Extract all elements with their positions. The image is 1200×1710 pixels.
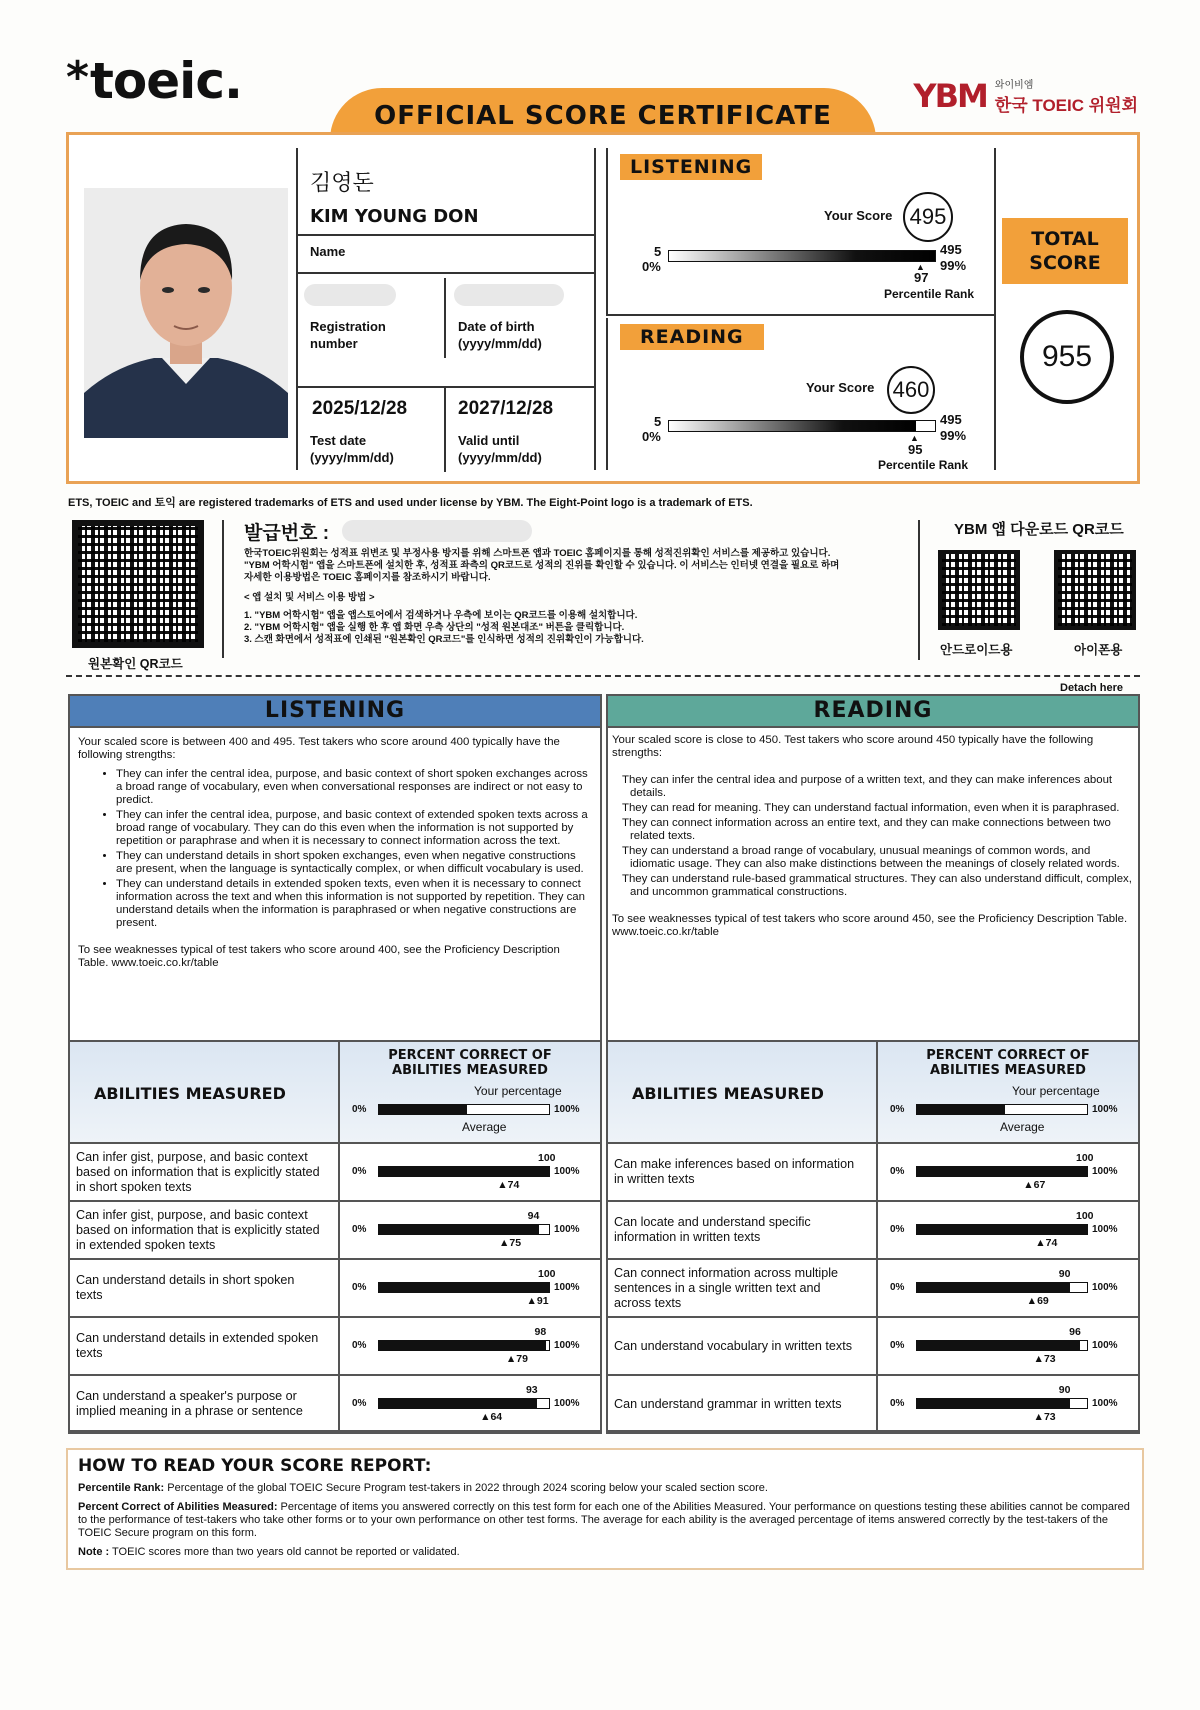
test-date-label: Test date (yyyy/mm/dd) [310, 433, 394, 465]
ability-row [68, 1258, 602, 1316]
name-english: KIM YOUNG DON [310, 206, 479, 227]
divider [222, 520, 224, 658]
ability-text: Can locate and understand specific information in written texts [614, 1215, 811, 1244]
p1-label: Percentile Rank: [78, 1482, 165, 1494]
listening-tag: LISTENING [620, 154, 762, 180]
average-value: ▲79 [505, 1353, 528, 1365]
average-label: Average [1000, 1120, 1045, 1134]
ability-text: Can infer gist, purpose, and basic context based on information that is explicitly stated in short spoken texts [76, 1149, 320, 1194]
divider [444, 386, 446, 472]
reading-strengths-list [612, 774, 1134, 899]
hundred-label: 100% [554, 1340, 580, 1351]
ability-text: Can infer gist, purpose, and basic context based on information that is explicitly stated in extended spoken texts [76, 1207, 320, 1252]
iphone-qr-code [1054, 550, 1136, 630]
divider [444, 278, 446, 358]
ability-row [68, 1200, 602, 1258]
hundred-label: 100% [1092, 1340, 1118, 1351]
divider [296, 148, 298, 470]
average-value: ▲73 [1033, 1353, 1056, 1365]
original-qr-code [72, 520, 204, 648]
percent-bar [916, 1398, 1088, 1409]
percent-bar [916, 1340, 1088, 1351]
valid-until-label: Valid until (yyyy/mm/dd) [458, 433, 542, 465]
valid-until: 2027/12/28 [458, 398, 554, 419]
listening-min: 5 [654, 244, 662, 259]
your-percentage-label: Your percentage [1012, 1084, 1100, 1098]
ability-text: Can connect information across multiple sentences in a single written text and across texts [614, 1265, 838, 1310]
strength-item: They can understand rule-based grammatical structures. They can also understand difficult, complex, and uncommon grammatical constructions. [622, 873, 1132, 898]
total-label-1: TOTAL [1031, 228, 1099, 250]
qr-step-1: 1. "YBM 어학시험" 앱을 앱스토어에서 검색하거나 우측에 보이는 QR코드를 이용해 설치합니다. [244, 610, 638, 621]
certificate-title: OFFICIAL SCORE CERTIFICATE [330, 88, 876, 140]
column-divider [876, 1260, 878, 1316]
percent-bar [378, 1340, 550, 1351]
abilities-header [68, 1040, 602, 1142]
column-divider [338, 1144, 340, 1200]
android-qr-label: 안드로이드용 [940, 643, 1013, 657]
reading-max-pct: 99% [940, 428, 967, 443]
p1-text: Percentage of the global TOEIC Secure Program test-takers in 2022 through 2024 scoring below your scaled section score. [167, 1482, 768, 1494]
qr-notice [244, 548, 914, 646]
percent-bar [916, 1224, 1088, 1235]
listening-abilities-table [68, 1040, 602, 1432]
legend-bar [378, 1104, 550, 1115]
ability-text: Can understand details in short spoken texts [76, 1273, 295, 1302]
percent-fill [379, 1225, 539, 1234]
listening-intro: Your scaled score is between 400 and 495. Test takers who score around 400 typically have the following strengths: [78, 736, 560, 761]
your-percentage-value: 100 [538, 1268, 556, 1280]
zero-label: 0% [890, 1224, 905, 1235]
column-divider [876, 1202, 878, 1258]
reading-min: 5 [654, 414, 662, 429]
percent-fill [917, 1283, 1070, 1292]
listening-max-pct: 99% [940, 258, 967, 273]
ability-row [606, 1142, 1140, 1200]
reading-panel-title: READING [608, 696, 1138, 726]
listening-panel-title: LISTENING [70, 696, 600, 726]
listening-percentile-label: Percentile Rank [884, 287, 975, 301]
your-percentage-value: 98 [534, 1326, 547, 1338]
percent-fill [379, 1167, 549, 1176]
ybm-sub: 와이비엠 [994, 80, 1034, 91]
listening-percentile: 97 [914, 270, 929, 285]
average-value: ▲69 [1026, 1295, 1049, 1307]
zero-label: 0% [352, 1398, 367, 1409]
zero-label: 0% [352, 1340, 367, 1351]
column-divider [876, 1376, 878, 1432]
strength-item: • They can understand details in extended spoken texts, even when it is necessary to connect information across the text and when this information is not supported by repetition. They can understand details when the information is paraphrased or when negative constructions are present. [116, 878, 592, 930]
divider [918, 520, 920, 660]
hundred-label: 100% [1092, 1224, 1118, 1235]
ability-text: Can understand details in extended spoken texts [76, 1331, 319, 1360]
ability-row [68, 1374, 602, 1432]
zero-label: 0% [352, 1282, 367, 1293]
divider [296, 234, 594, 236]
divider [296, 272, 594, 274]
strength-item: They can connect information across an entire text, and they can make connections between two related texts. [622, 817, 1111, 842]
zero-label: 0% [352, 1166, 367, 1177]
zero-label: 0% [890, 1340, 905, 1351]
ability-row [68, 1142, 602, 1200]
percent-bar [916, 1166, 1088, 1177]
redacted-registration [304, 284, 396, 306]
reading-percentile: 95 [908, 442, 923, 457]
average-value: ▲67 [1023, 1179, 1046, 1191]
percent-bar [378, 1166, 550, 1177]
ybm-mark: YBM [913, 77, 987, 115]
how-to-read-title: HOW TO READ YOUR SCORE REPORT: [78, 1456, 432, 1476]
average-value: ▲73 [1033, 1411, 1056, 1423]
reading-tag: READING [620, 324, 764, 350]
percent-correct-label: PERCENT CORRECT OF ABILITIES MEASURED [388, 1048, 552, 1078]
your-percentage-label: Your percentage [474, 1084, 562, 1098]
percent-fill [379, 1283, 549, 1292]
percent-fill [917, 1341, 1080, 1350]
legend-zero: 0% [890, 1104, 905, 1115]
ability-text: Can make inferences based on information in written texts [614, 1157, 855, 1186]
zero-label: 0% [890, 1282, 905, 1293]
column-divider [338, 1318, 340, 1374]
qr-notice-3: 자세한 이용방법은 TOEIC 홈페이지를 참조하시기 바랍니다. [244, 572, 491, 583]
original-qr-label: 원본확인 QR코드 [88, 657, 183, 671]
strength-item: • They can infer the central idea, purpose, and basic context of short spoken exchanges across a broad range of vocabulary, even when conversational responses are indirect or not easy to predict. [116, 768, 592, 807]
zero-label: 0% [890, 1166, 905, 1177]
percentile-arrow-icon: ▲ [910, 433, 919, 443]
column-divider [876, 1144, 878, 1200]
listening-outro: To see weaknesses typical of test takers who score around 400, see the Proficiency Description Table. www.toeic.co.kr/table [78, 944, 560, 969]
zero-label: 0% [890, 1398, 905, 1409]
average-value: ▲74 [1035, 1237, 1058, 1249]
legend-hundred: 100% [1092, 1104, 1118, 1115]
name-label: Name [310, 244, 346, 259]
listening-score-circle: 495 [903, 192, 953, 242]
abilities-header [606, 1040, 1140, 1142]
ybm-title: 한국 TOEIC 위원회 [994, 96, 1138, 115]
legend-zero: 0% [352, 1104, 367, 1115]
hundred-label: 100% [554, 1282, 580, 1293]
average-value: ▲64 [480, 1411, 503, 1423]
p3-label: Note : [78, 1546, 110, 1558]
redacted-dob [454, 284, 564, 306]
ability-row [606, 1258, 1140, 1316]
ability-row [606, 1200, 1140, 1258]
column-divider [338, 1260, 340, 1316]
percent-fill [917, 1399, 1070, 1408]
abilities-measured-label: ABILITIES MEASURED [632, 1084, 824, 1103]
average-label: Average [462, 1120, 507, 1134]
hundred-label: 100% [1092, 1166, 1118, 1177]
column-divider [338, 1376, 340, 1432]
android-qr-code [938, 550, 1020, 630]
detach-line [66, 675, 1140, 677]
how-to-read-p3 [78, 1546, 1132, 1559]
hundred-label: 100% [554, 1224, 580, 1235]
average-value: ▲91 [526, 1295, 549, 1307]
ability-text: Can understand grammar in written texts [614, 1396, 842, 1411]
name-korean: 김영돈 [310, 170, 374, 195]
legend-hundred: 100% [554, 1104, 580, 1115]
reading-min-pct: 0% [642, 429, 661, 444]
registration-label: Registration number [310, 319, 386, 351]
detach-label: Detach here [1060, 682, 1123, 694]
percent-bar [378, 1282, 550, 1293]
iphone-qr-label: 아이폰용 [1074, 643, 1123, 657]
toeic-logo: *toeic. [66, 52, 242, 110]
portrait-image [84, 188, 288, 438]
qr-howto-title: < 앱 설치 및 서비스 이용 방법 > [244, 592, 375, 603]
listening-min-pct: 0% [642, 259, 661, 274]
strength-item: They can understand a broad range of vocabulary, unusual meanings of common words, and idiomatic usage. They can also make distinctions between the meanings of closely related words. [622, 845, 1120, 870]
strength-item: They can read for meaning. They can understand factual information, even when it is paraphrased. [622, 802, 1120, 814]
test-date: 2025/12/28 [312, 398, 408, 419]
average-value: ▲75 [499, 1237, 522, 1249]
listening-score-bar [668, 250, 936, 262]
hundred-label: 100% [1092, 1398, 1118, 1409]
reading-abilities-table [606, 1040, 1140, 1432]
listening-your-score-label: Your Score [824, 208, 893, 223]
your-percentage-value: 94 [527, 1210, 540, 1222]
trademark-notice: ETS, TOEIC and 토익 are registered trademarks of ETS and used under license by YBM. The Eight-Point logo is a trademark of ETS. [68, 497, 753, 509]
p3-text: TOEIC scores more than two years old cannot be reported or validated. [112, 1546, 460, 1558]
percent-bar [378, 1398, 550, 1409]
reading-your-score-label: Your Score [806, 380, 875, 395]
column-divider [876, 1318, 878, 1374]
reading-score-track [668, 420, 936, 432]
divider [606, 318, 608, 470]
dob-label: Date of birth (yyyy/mm/dd) [458, 319, 542, 351]
abilities-measured-label: ABILITIES MEASURED [94, 1084, 286, 1103]
how-to-read-box [66, 1448, 1144, 1570]
your-percentage-value: 93 [525, 1384, 538, 1396]
app-qr-title: YBM 앱 다운로드 QR코드 [954, 521, 1124, 538]
your-percentage-value: 100 [538, 1152, 556, 1164]
ability-text: Can understand vocabulary in written texts [614, 1338, 853, 1353]
p2-text: Percentage of items you answered correctly on this test form for each one of the Abilities Measured. Your performance on questions testing these abilities cannot be compared to the performance of test-takers who take other forms or to your own performance on other test forms. The average for each ability is the averaged percentage of items answered correctly by the test-takers of the TOEIC Secure program on this form. [78, 1501, 1130, 1539]
reading-max: 495 [940, 412, 962, 427]
total-score-tag [1002, 218, 1128, 284]
divider [606, 148, 608, 314]
your-percentage-value: 100 [1076, 1210, 1094, 1222]
divider [594, 148, 596, 470]
percent-fill [379, 1341, 546, 1350]
divider [606, 314, 994, 316]
ybm-logo [913, 76, 1138, 116]
reading-description [608, 726, 1138, 1042]
issue-number-label: 발급번호 : [244, 523, 330, 544]
ability-row [68, 1316, 602, 1374]
zero-label: 0% [352, 1224, 367, 1235]
strength-item: They can infer the central idea and purpose of a written text, and they can make inferences about details. [622, 774, 1113, 799]
hundred-label: 100% [1092, 1282, 1118, 1293]
percentile-arrow-icon: ▲ [916, 262, 925, 272]
hundred-label: 100% [554, 1166, 580, 1177]
listening-strengths-list [78, 768, 592, 930]
legend-bar [916, 1104, 1088, 1115]
column-divider [876, 1042, 878, 1142]
percent-bar [916, 1282, 1088, 1293]
p2-label: Percent Correct of Abilities Measured: [78, 1501, 278, 1513]
ability-text: Can understand a speaker's purpose or implied meaning in a phrase or sentence [76, 1389, 303, 1418]
candidate-photo [84, 188, 288, 438]
reading-score-circle: 460 [887, 366, 935, 414]
hundred-label: 100% [554, 1398, 580, 1409]
strength-item: • They can understand details in short spoken exchanges, even when negative constructions are present, when the language is syntactically complex, or when difficult vocabulary is used. [116, 850, 592, 876]
percent-bar [378, 1224, 550, 1235]
how-to-read-p1 [78, 1482, 1132, 1495]
your-percentage-value: 90 [1058, 1268, 1071, 1280]
total-label-2: SCORE [1029, 252, 1101, 274]
qr-step-2: 2. "YBM 어학시험" 앱을 실행 한 후 앱 화면 우측 상단의 "성적 원본대조" 버튼을 클릭합니다. [244, 622, 625, 633]
reading-outro: To see weaknesses typical of test takers who score around 450, see the Proficiency Description Table. www.toeic.co.kr/table [612, 913, 1128, 938]
column-divider [338, 1042, 340, 1142]
percent-fill [917, 1225, 1087, 1234]
total-score-circle: 955 [1020, 310, 1114, 404]
divider [994, 148, 996, 470]
reading-intro: Your scaled score is close to 450. Test takers who score around 450 typically have the following strengths: [612, 734, 1094, 759]
listening-description [70, 726, 600, 1042]
your-percentage-value: 90 [1058, 1384, 1071, 1396]
qr-notice-1: 한국TOEIC위원회는 성적표 위변조 및 부정사용 방지를 위해 스마트폰 앱과 TOEIC 홈페이지를 통해 성적진위확인 서비스를 제공하고 있습니다. [244, 548, 831, 559]
percent-fill [917, 1167, 1087, 1176]
percent-fill [379, 1399, 537, 1408]
strength-item: • They can infer the central idea, purpose, and basic context of extended spoken texts across a broad range of vocabulary. They can do this even when the information is not supported by repetition or paraphrase and when it is necessary to connect information across the text. [116, 809, 592, 848]
percent-correct-label: PERCENT CORRECT OF ABILITIES MEASURED [926, 1048, 1090, 1078]
qr-step-3: 3. 스캔 화면에서 성적표에 인쇄된 "원본확인 QR코드"를 인식하면 성적의 진위확인이 가능합니다. [244, 634, 644, 645]
redacted-issue-number [342, 520, 532, 542]
your-percentage-value: 96 [1069, 1326, 1081, 1338]
qr-notice-2: "YBM 어학시험" 앱을 스마트폰에 설치한 후, 성적표 좌측의 QR코드로 성적의 진위를 확인할 수 있습니다. 이 서비스는 인터넷 연결을 필요로 하며 [244, 560, 840, 571]
average-value: ▲74 [497, 1179, 520, 1191]
ability-row [606, 1374, 1140, 1432]
how-to-read-p2 [78, 1501, 1132, 1540]
reading-score-fill [669, 421, 916, 431]
reading-percentile-label: Percentile Rank [878, 458, 969, 472]
listening-max: 495 [940, 242, 962, 257]
column-divider [338, 1202, 340, 1258]
ability-row [606, 1316, 1140, 1374]
your-percentage-value: 100 [1076, 1152, 1094, 1164]
